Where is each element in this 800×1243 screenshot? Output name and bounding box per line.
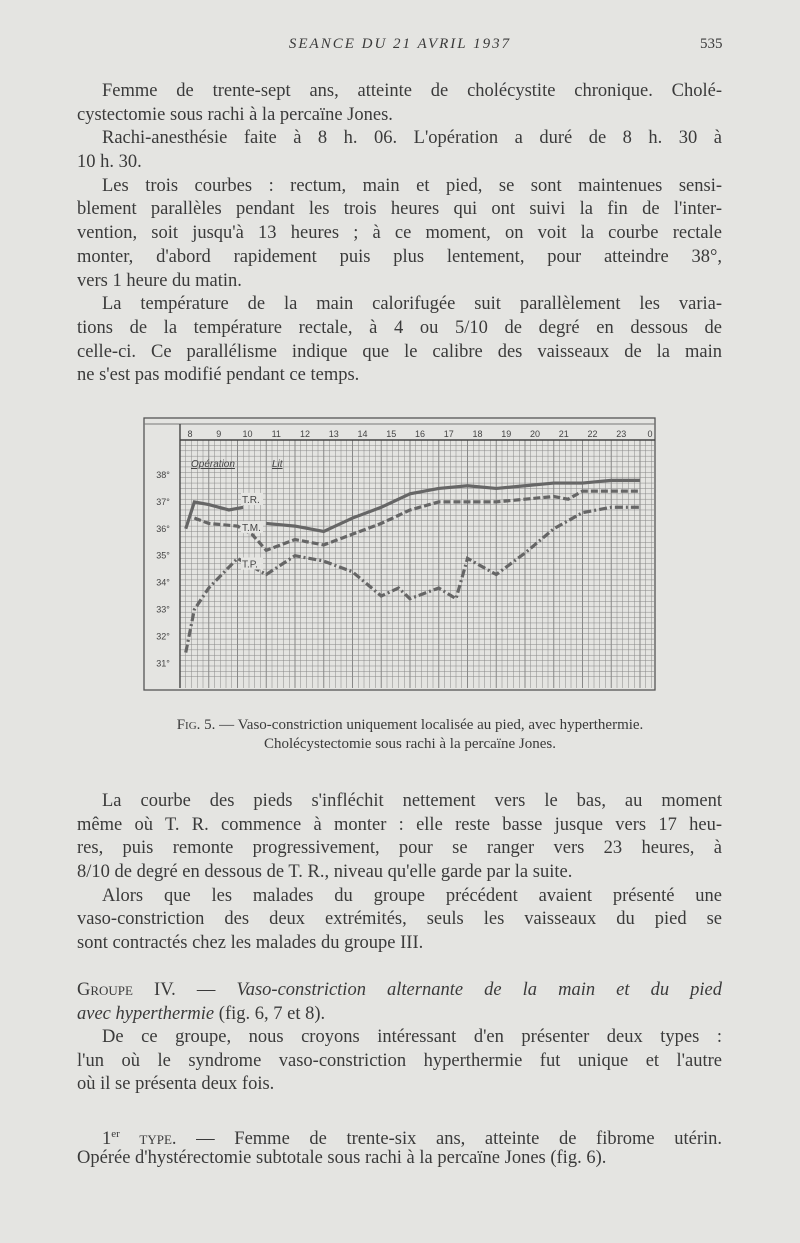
x-tick-label: 15 [386,429,397,439]
text-line: 8/10 de degré en dessous de T. R., niveau qu'elle garde par la suite. [77,862,573,883]
x-tick-label: 14 [357,429,368,439]
x-tick-label: 10 [242,429,253,439]
x-tick-label: 17 [443,429,454,439]
group-title-2: avec hyperthermie [77,1003,215,1024]
type1-line2: Opérée d'hystérectomie subtotale sous rachi à la percaïne Jones (fig. 6). [77,1147,607,1168]
body-text-top [77,80,722,388]
group-heading [77,979,722,1026]
text-line: l'un où le syndrome vaso-constriction hyperthermie fut unique et l'autre [77,1050,722,1071]
text-line: La température de la main calorifugée suit parallèlement les varia- [102,294,722,315]
body-text-bottom [77,790,722,956]
series-line-tr [266,480,640,531]
x-tick-label: 9 [216,429,222,439]
x-tick-label: 23 [616,429,627,439]
running-header: SEANCE DU 21 AVRIL 1937 [288,36,512,52]
text-line: blement parallèles pendant les trois heures qui ont suivi la fin de l'inter- [77,199,722,220]
temperature-chart [143,416,657,692]
text-line: Rachi-anesthésie faite à 8 h. 06. L'opération a duré de 8 h. 30 à [102,128,722,149]
text-line: vention, soit jusqu'à 13 heures ; à ce moment, on voit la courbe rectale [77,223,722,244]
y-tick-label: 38° [156,470,170,480]
text-line: ne s'est pas modifié pendant ce temps. [77,365,360,386]
text-line: Les trois courbes : rectum, main et pied, se sont maintenues sensi- [102,175,722,196]
group-ref: (fig. 6, 7 et 8). [214,1003,326,1024]
figure-caption [80,716,740,754]
y-tick-label: 33° [156,604,170,615]
series-label: T.P. [242,559,258,571]
series-label: T.R. [242,494,260,506]
y-tick-label: 34° [156,577,170,588]
x-tick-label: 16 [414,429,426,439]
type1-num: 1 [102,1129,112,1150]
text-line: vers 1 heure du matin. [77,270,242,291]
series-label: T.M. [242,523,261,535]
text-line: sont contractés chez les malades du groupe III. [77,933,424,954]
annotation-operation: Opération [191,459,235,470]
x-tick-label: 21 [558,429,569,439]
x-tick-label: 0 [647,429,653,439]
group-dash: — [175,980,237,1000]
y-tick-label: 37° [156,496,170,507]
type1-label: type. [119,1129,177,1150]
x-tick-label: 8 [187,429,193,439]
text-line: Alors que les malades du groupe précédent avaient présenté une [102,885,722,906]
y-tick-label: 36° [156,523,170,534]
x-tick-label: 13 [328,429,339,439]
text-line: monter, d'abord rapidement puis plus lentement, pour atteindre 38°, [77,246,722,267]
x-tick-label: 11 [271,429,281,439]
x-tick-label: 12 [299,429,311,439]
text-line: celle-ci. Ce parallélisme indique que le calibre des vaisseaux de la main [77,341,722,362]
type1-line1: — Femme de trente-six ans, atteinte de fibrome utérin. [176,1129,723,1150]
text-line: même où T. R. commence à monter : elle reste basse jusque vers 17 heu- [77,814,722,835]
caption-line2: Cholécystectomie sous rachi à la percaïne Jones. [264,736,556,752]
x-tick-label: 18 [472,429,483,439]
group-title-1: Vaso-constriction alternante de la main et du pied [236,980,722,1000]
text-line: 10 h. 30. [77,152,142,173]
text-line: De ce groupe, nous croyons intéressant d'en présenter deux types : [102,1027,722,1047]
group-label: Groupe IV. [77,980,176,1000]
x-tick-label: 22 [587,429,598,439]
y-tick-label: 31° [156,658,170,669]
text-line: tions de la température rectale, à 4 ou 5/10 de degré en dessous de [77,317,722,338]
text-line: La courbe des pieds s'infléchit nettement vers le bas, au moment [102,791,722,811]
group-paragraph [77,1026,722,1097]
type1-paragraph [77,1123,722,1170]
type1-sup: er [111,1128,120,1140]
text-line: res, puis remonte progressivement, pour se ranger vers 23 heures, à [77,838,722,859]
caption-label: Fig. 5. [176,717,216,733]
page-number: 535 [700,36,723,52]
y-tick-label: 35° [156,550,170,561]
x-tick-label: 20 [529,429,541,439]
text-line: vaso-constriction des deux extrémités, seuls les vaisseaux du pied se [77,909,722,930]
y-tick-label: 32° [156,631,170,642]
text-line: cystectomie sous rachi à la percaïne Jones. [77,104,393,125]
x-tick-label: 19 [501,429,512,439]
annotation-lit: Lit [272,459,283,470]
text-line: Femme de trente-sept ans, atteinte de cholécystite chronique. Cholé- [102,81,722,101]
caption-line1: — Vaso-constriction uniquement localisée au pied, avec hyperthermie. [215,717,644,733]
text-line: où il se présenta deux fois. [77,1074,275,1095]
